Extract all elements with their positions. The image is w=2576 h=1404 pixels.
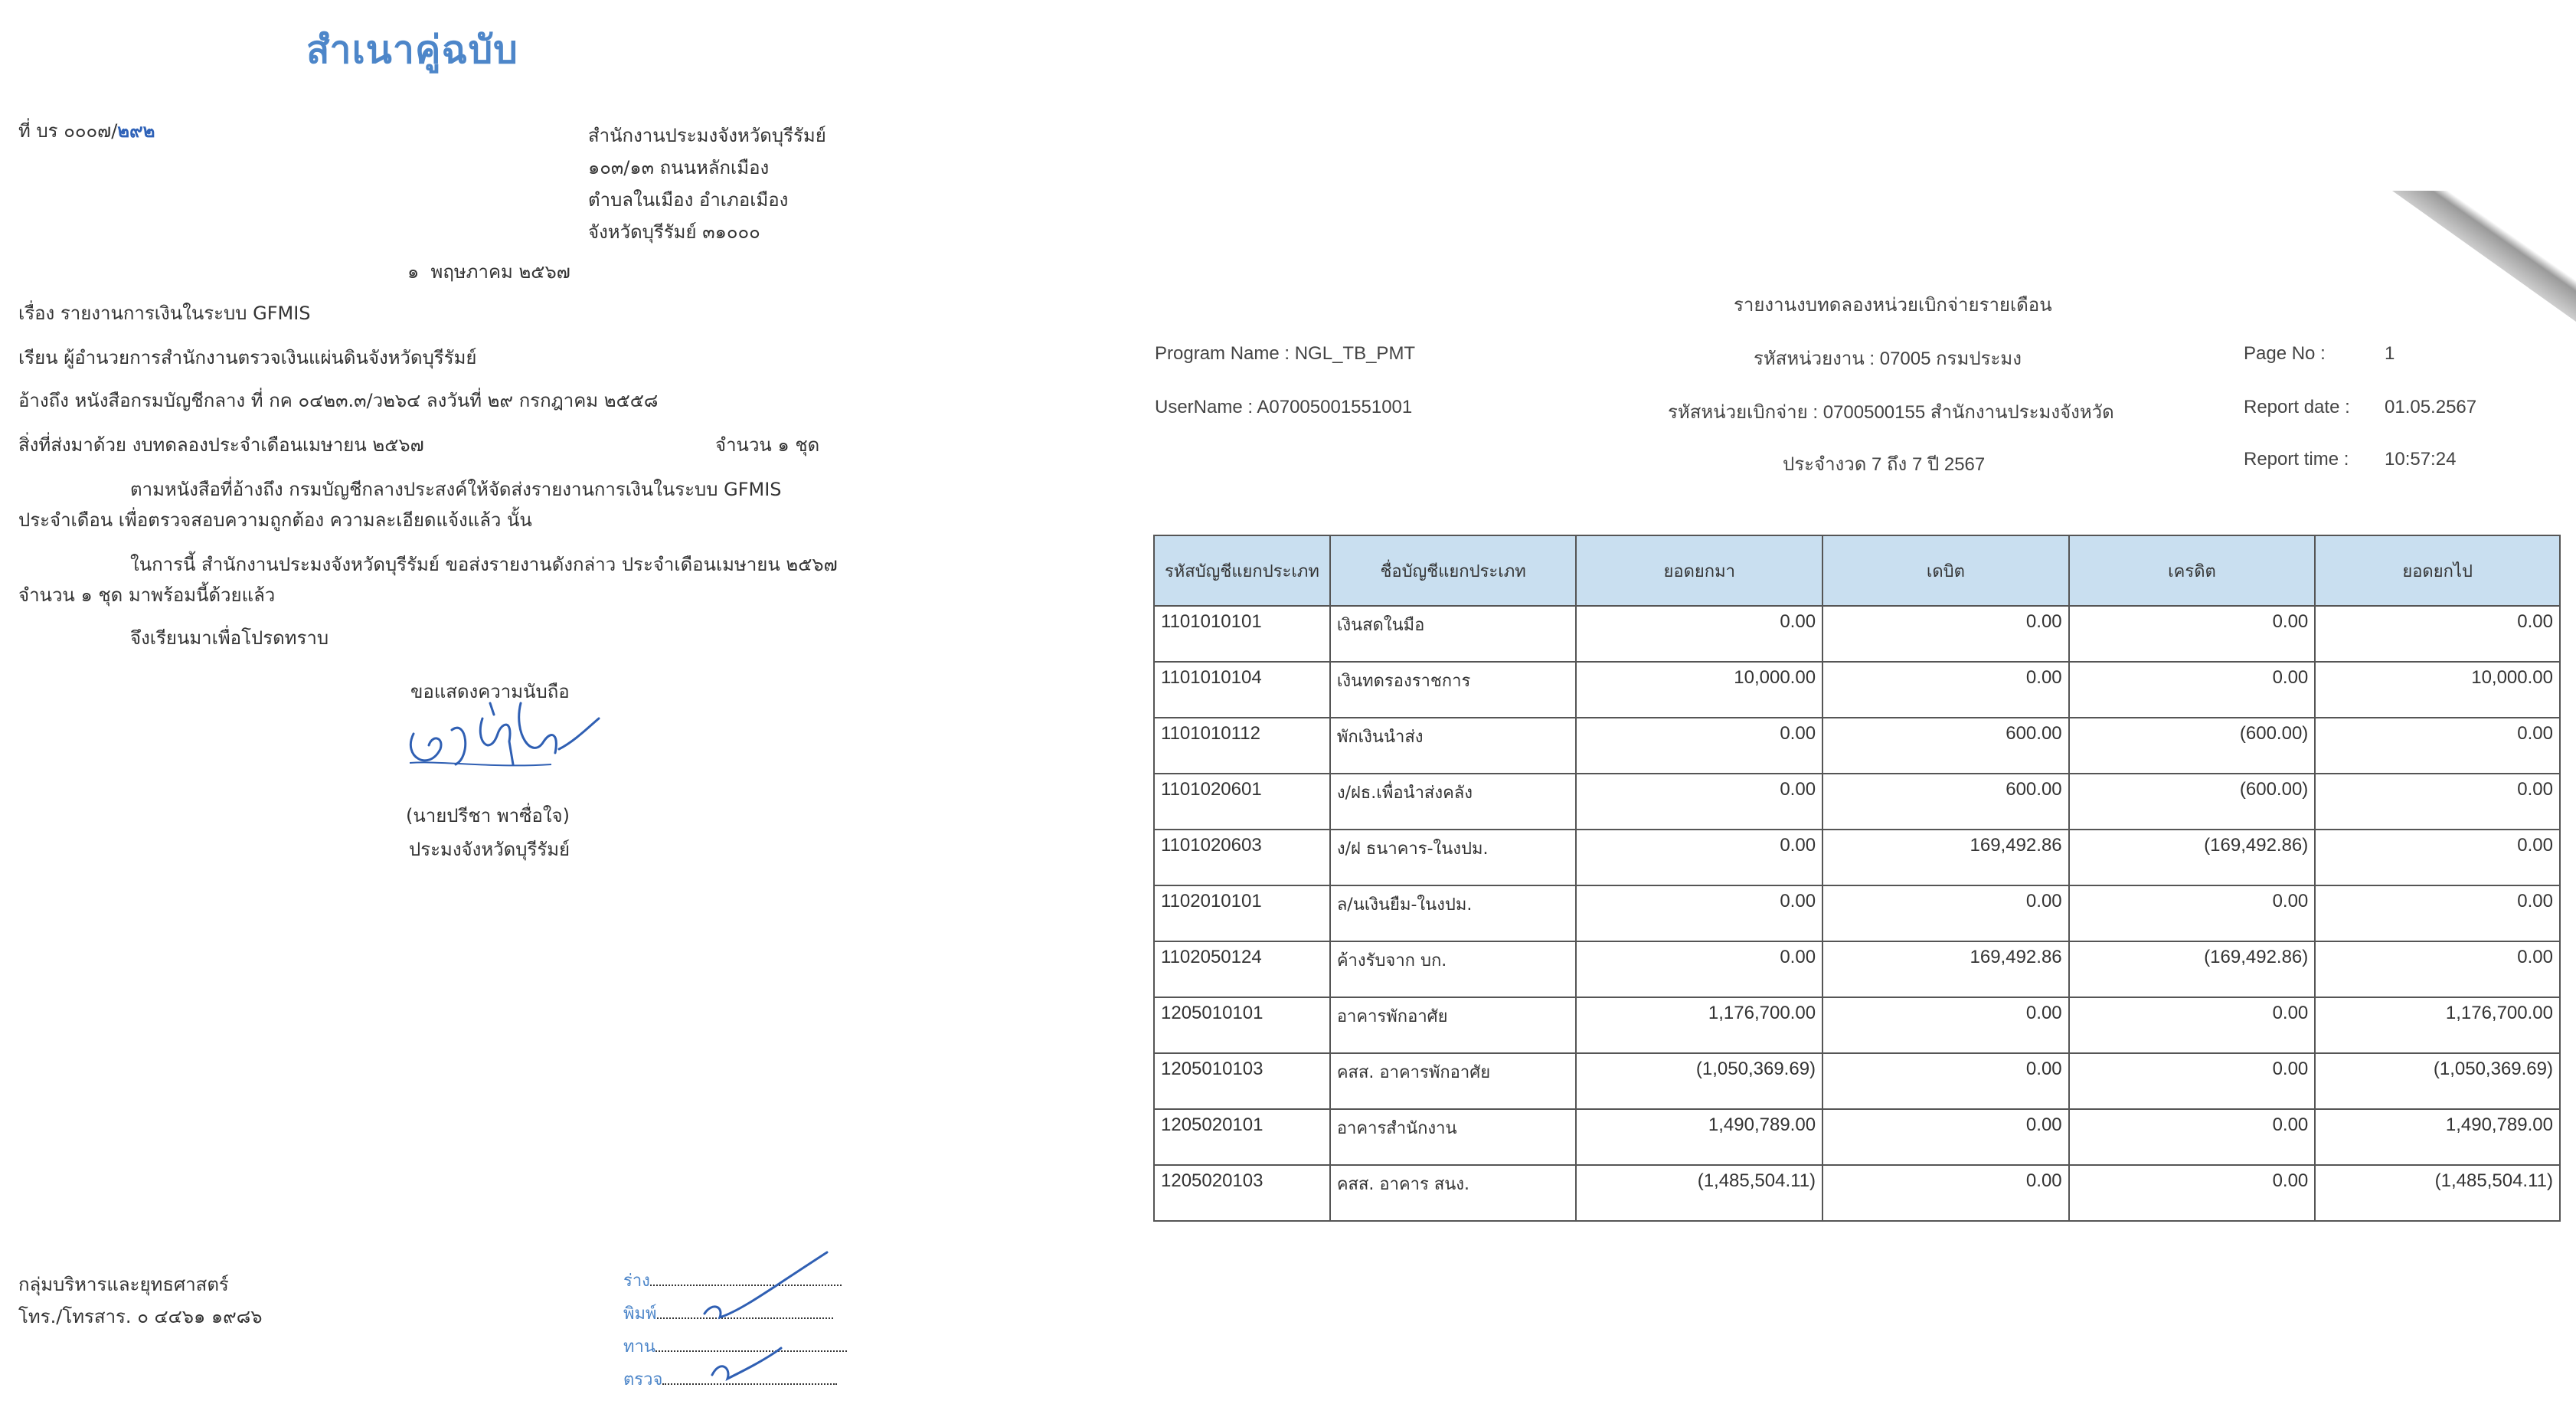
page-no-label: Page No : [2244, 343, 2326, 364]
letter-reference: อ้างถึง หนังสือกรมบัญชีกลาง ที่ กค ๐๔๒๓.๓/ว๒๖๔ ลงวันที่ ๒๙ กรกฎาคม ๒๕๕๘ [18, 390, 659, 411]
disbursement-unit: รหัสหน่วยเบิกจ่าย : 0700500155 สำนักงานประมงจังหวัด [1668, 402, 2114, 423]
opening-balance-cell: 0.00 [1576, 606, 1822, 662]
report-title: รายงานงบทดลองหน่วยเบิกจ่ายรายเดือน [1734, 295, 2052, 316]
opening-balance-cell: 0.00 [1576, 774, 1822, 830]
opening-balance-cell: 0.00 [1576, 830, 1822, 885]
credit-cell: 0.00 [2069, 997, 2316, 1053]
credit-cell: (169,492.86) [2069, 941, 2316, 997]
closing-balance-cell: 0.00 [2315, 774, 2560, 830]
handwritten-signature [398, 688, 605, 787]
report-period: ประจำงวด 7 ถึง 7 ปี 2567 [1783, 454, 1986, 475]
account-name-cell: คสส. อาคาร สนง. [1330, 1165, 1577, 1221]
account-code-cell: 1101010101 [1154, 606, 1330, 662]
opening-balance-cell: 0.00 [1576, 885, 1822, 941]
table-row [1154, 774, 2560, 830]
signer-name: (นายปรีชา พาซื่อใจ) [406, 805, 570, 826]
department-name: กลุ่มบริหารและยุทธศาสตร์ [18, 1274, 229, 1295]
paragraph1-line2: ประจำเดือน เพื่อตรวจสอบความถูกต้อง ความละเอียดแจ้งแล้ว นั้น [18, 509, 532, 531]
letter-closing: จึงเรียนมาเพื่อโปรดทราบ [130, 627, 329, 649]
account-code-cell: 1205020101 [1154, 1109, 1330, 1165]
report-time-label: Report time : [2244, 449, 2349, 470]
credit-cell: 0.00 [2069, 662, 2316, 718]
opening-balance-cell: 1,176,700.00 [1576, 997, 1822, 1053]
opening-balance-cell: 0.00 [1576, 941, 1822, 997]
initials-marks [689, 1241, 842, 1394]
table-row [1154, 830, 2560, 885]
debit-cell: 0.00 [1822, 997, 2069, 1053]
debit-cell: 0.00 [1822, 885, 2069, 941]
closing-balance-cell: 0.00 [2315, 606, 2560, 662]
paragraph2-line1: ในการนี้ สำนักงานประมงจังหวัดบุรีรัมย์ ขอส่งรายงานดังกล่าว ประจำเดือนเมษายน ๒๕๖๗ [130, 554, 838, 575]
phone-fax: โทร./โทรสาร. ๐ ๔๔๖๑ ๑๙๘๖ [18, 1306, 263, 1327]
account-name-cell: เงินทดรองราชการ [1330, 662, 1577, 718]
table-row [1154, 1165, 2560, 1221]
letter-recipient: เรียน ผู้อำนวยการสำนักงานตรวจเงินแผ่นดินจังหวัดบุรีรัมย์ [18, 347, 477, 368]
office-line: ๑๐๓/๑๓ ถนนหลักเมือง [588, 157, 770, 178]
office-line: จังหวัดบุรีรัมย์ ๓๑๐๐๐ [588, 221, 760, 243]
account-code-cell: 1205010101 [1154, 997, 1330, 1053]
credit-cell: 0.00 [2069, 1053, 2316, 1109]
checklist-review: ทาน [623, 1331, 847, 1364]
reference-number-handwritten: ๒๙๒ [117, 120, 155, 142]
debit-cell: 0.00 [1822, 606, 2069, 662]
credit-cell: 0.00 [2069, 606, 2316, 662]
credit-cell: (169,492.86) [2069, 830, 2316, 885]
page-no: 1 [2385, 343, 2395, 364]
account-code-cell: 1101020601 [1154, 774, 1330, 830]
debit-cell: 169,492.86 [1822, 941, 2069, 997]
closing-balance-cell: (1,485,504.11) [2315, 1165, 2560, 1221]
debit-cell: 600.00 [1822, 718, 2069, 774]
debit-cell: 600.00 [1822, 774, 2069, 830]
closing-balance-cell: 10,000.00 [2315, 662, 2560, 718]
table-row [1154, 885, 2560, 941]
credit-cell: 0.00 [2069, 1109, 2316, 1165]
copy-stamp: สำเนาคู่ฉบับ [306, 28, 518, 72]
page-curl-decoration [2392, 176, 2576, 322]
letter-regards: ขอแสดงความนับถือ [410, 681, 570, 702]
reference-number [18, 119, 155, 142]
credit-cell: 0.00 [2069, 1165, 2316, 1221]
table-row [1154, 1053, 2560, 1109]
account-name-cell: ล/นเงินยืม-ในงปม. [1330, 885, 1577, 941]
account-name-cell: อาคารพักอาศัย [1330, 997, 1577, 1053]
opening-balance-cell: (1,050,369.69) [1576, 1053, 1822, 1109]
debit-cell: 169,492.86 [1822, 830, 2069, 885]
closing-balance-cell: 1,176,700.00 [2315, 997, 2560, 1053]
column-header: ยอดยกมา [1576, 535, 1822, 606]
account-name-cell: ง/ฝธ.เพื่อนำส่งคลัง [1330, 774, 1577, 830]
checklist-check: ตรวจ [623, 1364, 847, 1397]
letter-subject: เรื่อง รายงานการเงินในระบบ GFMIS [18, 303, 311, 324]
table-row [1154, 606, 2560, 662]
column-header: เครดิต [2069, 535, 2316, 606]
debit-cell: 0.00 [1822, 1053, 2069, 1109]
opening-balance-cell: 1,490,789.00 [1576, 1109, 1822, 1165]
account-name-cell: พักเงินนำส่ง [1330, 718, 1577, 774]
closing-balance-cell: 0.00 [2315, 941, 2560, 997]
account-code-cell: 1205020103 [1154, 1165, 1330, 1221]
opening-balance-cell: (1,485,504.11) [1576, 1165, 1822, 1221]
letter-date-day: ๑ [407, 261, 420, 283]
checklist-print: พิมพ์ [623, 1298, 847, 1331]
trial-balance-table [1153, 535, 2561, 1222]
account-name-cell: ค้างรับจาก บก. [1330, 941, 1577, 997]
username: UserName : A07005001551001 [1155, 397, 1413, 417]
opening-balance-cell: 0.00 [1576, 718, 1822, 774]
checklist-draft: ร่าง [623, 1265, 847, 1298]
table-row [1154, 1109, 2560, 1165]
report-date-label: Report date : [2244, 397, 2350, 417]
debit-cell: 0.00 [1822, 1165, 2069, 1221]
account-name-cell: เงินสดในมือ [1330, 606, 1577, 662]
column-header: เดบิต [1822, 535, 2069, 606]
office-address [588, 119, 826, 248]
letter-date-month-year: พฤษภาคม ๒๕๖๗ [430, 261, 570, 283]
reference-prefix: ที่ บร ๐๐๐๗/ [18, 120, 118, 142]
credit-cell: 0.00 [2069, 885, 2316, 941]
report-date: 01.05.2567 [2385, 397, 2477, 417]
account-name-cell: อาคารสำนักงาน [1330, 1109, 1577, 1165]
office-line: สำนักงานประมงจังหวัดบุรีรัมย์ [588, 125, 826, 146]
opening-balance-cell: 10,000.00 [1576, 662, 1822, 718]
closing-balance-cell: (1,050,369.69) [2315, 1053, 2560, 1109]
debit-cell: 0.00 [1822, 662, 2069, 718]
paragraph2-line2: จำนวน ๑ ชุด มาพร้อมนี้ด้วยแล้ว [18, 584, 276, 606]
debit-cell: 0.00 [1822, 1109, 2069, 1165]
credit-cell: (600.00) [2069, 774, 2316, 830]
report-time: 10:57:24 [2385, 449, 2457, 470]
agency-code: รหัสหน่วยงาน : 07005 กรมประมง [1754, 349, 2022, 369]
closing-balance-cell: 0.00 [2315, 830, 2560, 885]
table-row [1154, 718, 2560, 774]
account-code-cell: 1101010112 [1154, 718, 1330, 774]
program-name: Program Name : NGL_TB_PMT [1155, 343, 1416, 364]
table-row [1154, 941, 2560, 997]
account-code-cell: 1101020603 [1154, 830, 1330, 885]
letter-date [407, 260, 570, 283]
table-row [1154, 997, 2560, 1053]
closing-balance-cell: 0.00 [2315, 885, 2560, 941]
account-name-cell: คสส. อาคารพักอาศัย [1330, 1053, 1577, 1109]
column-header: ยอดยกไป [2315, 535, 2560, 606]
letter-attachment: สิ่งที่ส่งมาด้วย งบทดลองประจำเดือนเมษายน ๒๕๖๗ [18, 434, 424, 456]
column-header: รหัสบัญชีแยกประเภท [1154, 535, 1330, 606]
closing-balance-cell: 0.00 [2315, 718, 2560, 774]
account-name-cell: ง/ฝ ธนาคาร-ในงปม. [1330, 830, 1577, 885]
table-row [1154, 662, 2560, 718]
account-code-cell: 1205010103 [1154, 1053, 1330, 1109]
paragraph1-line1: ตามหนังสือที่อ้างถึง กรมบัญชีกลางประสงค์ให้จัดส่งรายงานการเงินในระบบ GFMIS [130, 479, 782, 500]
account-code-cell: 1101010104 [1154, 662, 1330, 718]
letter-attachment-qty: จำนวน ๑ ชุด [715, 434, 820, 456]
office-line: ตำบลในเมือง อำเภอเมือง [588, 189, 789, 211]
account-code-cell: 1102010101 [1154, 885, 1330, 941]
column-header: ชื่อบัญชีแยกประเภท [1330, 535, 1577, 606]
account-code-cell: 1102050124 [1154, 941, 1330, 997]
table-header-row [1154, 535, 2560, 606]
signer-title: ประมงจังหวัดบุรีรัมย์ [409, 839, 570, 860]
closing-balance-cell: 1,490,789.00 [2315, 1109, 2560, 1165]
credit-cell: (600.00) [2069, 718, 2316, 774]
